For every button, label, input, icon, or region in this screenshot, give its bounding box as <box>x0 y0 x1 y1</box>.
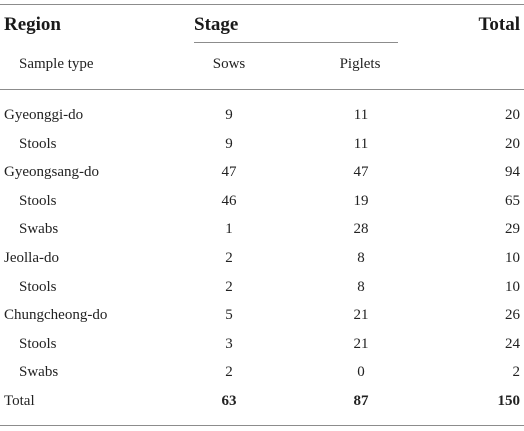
table-row <box>0 101 524 130</box>
total-value: 20 <box>505 107 520 123</box>
total-value: 2 <box>512 364 520 381</box>
sows-value: 3 <box>225 335 233 352</box>
sows-value: 9 <box>225 107 233 123</box>
total-value: 20 <box>505 135 520 152</box>
total-value: 24 <box>505 335 520 352</box>
sows-value: 2 <box>225 278 233 295</box>
sows-header: Sows <box>212 56 246 72</box>
row-label: Gyeonggi-do <box>4 107 84 123</box>
sample-type-header: Sample type <box>19 56 94 72</box>
table-row <box>0 215 524 244</box>
table-row <box>0 187 524 216</box>
bottom-rule <box>0 425 524 426</box>
table-body <box>0 101 524 416</box>
table-row <box>0 358 524 387</box>
row-label: Stools <box>19 135 57 152</box>
piglets-value: 8 <box>357 278 365 295</box>
row-label: Swabs <box>19 221 59 238</box>
sows-value: 2 <box>225 249 233 266</box>
sows-value: 9 <box>225 135 233 152</box>
total-value: 65 <box>505 192 520 209</box>
region-header: Region <box>4 14 61 35</box>
total-row-label: Total <box>4 392 35 409</box>
stage-span-rule <box>194 42 398 43</box>
total-value: 26 <box>505 307 520 324</box>
table-row <box>0 330 524 359</box>
piglets-value: 19 <box>353 192 369 209</box>
total-piglets-value: 87 <box>353 392 369 409</box>
sows-value: 47 <box>221 164 237 181</box>
total-value: 10 <box>505 249 520 266</box>
sows-value: 2 <box>225 364 233 381</box>
row-label: Stools <box>19 335 57 352</box>
sows-value: 46 <box>221 192 237 209</box>
piglets-value: 11 <box>353 135 369 152</box>
sows-value: 1 <box>225 221 233 238</box>
table-row <box>0 301 524 330</box>
piglets-value: 21 <box>353 307 369 324</box>
piglets-value: 21 <box>353 335 369 352</box>
stage-header: Stage <box>194 14 239 35</box>
table-row <box>0 158 524 187</box>
total-row <box>0 387 524 416</box>
table-row <box>0 273 524 302</box>
grand-total-value: 150 <box>497 392 520 409</box>
top-rule <box>0 4 524 5</box>
piglets-value: 0 <box>357 364 365 381</box>
total-value: 10 <box>505 278 520 295</box>
piglets-value: 28 <box>353 221 369 238</box>
sows-value: 5 <box>225 307 233 324</box>
piglets-value: 11 <box>353 107 369 123</box>
total-header: Total <box>478 14 520 35</box>
row-label: Jeolla-do <box>4 249 59 266</box>
total-sows-value: 63 <box>221 392 237 409</box>
total-value: 94 <box>505 164 520 181</box>
table-row <box>0 244 524 273</box>
row-label: Stools <box>19 278 57 295</box>
piglets-value: 47 <box>353 164 369 181</box>
row-label: Stools <box>19 192 57 209</box>
table-row <box>0 130 524 159</box>
row-label: Chungcheong-do <box>4 307 108 324</box>
row-label: Swabs <box>19 364 59 381</box>
piglets-header: Piglets <box>339 56 381 72</box>
piglets-value: 8 <box>357 249 365 266</box>
total-value: 29 <box>505 221 520 238</box>
row-label: Gyeongsang-do <box>4 164 99 181</box>
header-rule <box>0 89 524 90</box>
